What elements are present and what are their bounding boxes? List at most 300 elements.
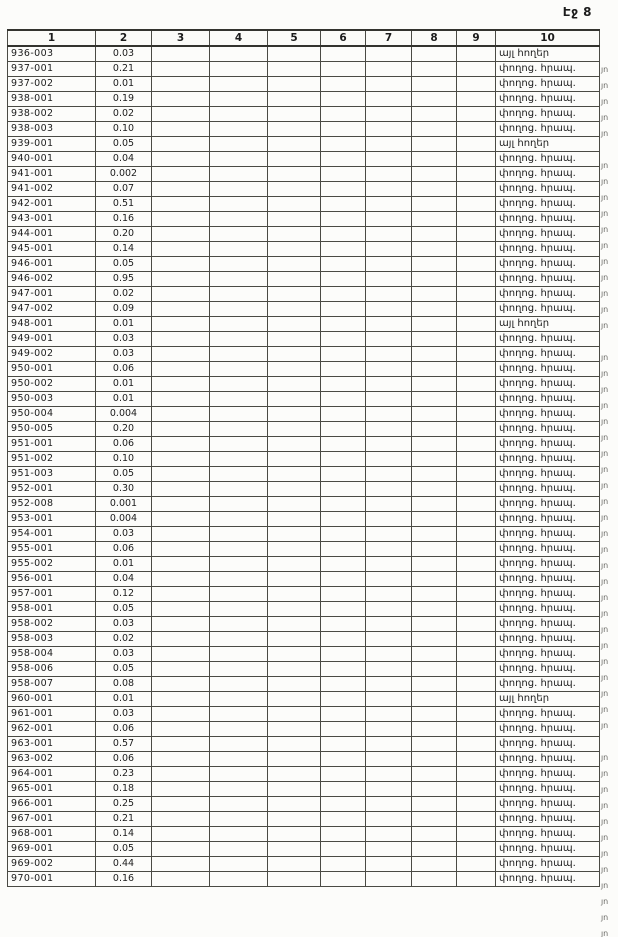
- table-row: [8, 497, 600, 512]
- empty-cell: [412, 752, 457, 767]
- land-type-cell: փողոց. հրապ.: [496, 782, 600, 797]
- parcel-code-cell: 970-001: [8, 872, 96, 887]
- parcel-code-cell: 948-001: [8, 317, 96, 332]
- empty-cell: [210, 122, 268, 137]
- table-row: [8, 452, 600, 467]
- table-row: [8, 857, 600, 872]
- table-row: [8, 527, 600, 542]
- land-type-cell: փողոց. հրապ.: [496, 242, 600, 257]
- empty-cell: [321, 317, 366, 332]
- empty-cell: [457, 722, 496, 737]
- empty-cell: [457, 542, 496, 557]
- empty-cell: [210, 482, 268, 497]
- empty-cell: [366, 137, 412, 152]
- empty-cell: [457, 197, 496, 212]
- empty-cell: [321, 497, 366, 512]
- empty-cell: [412, 272, 457, 287]
- land-type-cell: փողոց. հրապ.: [496, 527, 600, 542]
- parcel-code-cell: 962-001: [8, 722, 96, 737]
- empty-cell: [457, 77, 496, 92]
- empty-cell: [321, 662, 366, 677]
- empty-cell: [268, 527, 321, 542]
- area-value-cell: 0.01: [96, 377, 152, 392]
- area-value-cell: 0.14: [96, 242, 152, 257]
- empty-cell: [268, 497, 321, 512]
- empty-cell: [321, 722, 366, 737]
- empty-cell: [268, 677, 321, 692]
- edge-mark: յո: [601, 801, 609, 810]
- parcel-code-cell: 947-002: [8, 302, 96, 317]
- empty-cell: [457, 46, 496, 62]
- land-type-cell: փողոց. հրապ.: [496, 452, 600, 467]
- empty-cell: [152, 707, 210, 722]
- empty-cell: [457, 647, 496, 662]
- empty-cell: [268, 857, 321, 872]
- parcel-code-cell: 958-006: [8, 662, 96, 677]
- area-value-cell: 0.20: [96, 227, 152, 242]
- edge-mark: յո: [601, 625, 609, 634]
- empty-cell: [412, 797, 457, 812]
- empty-cell: [210, 152, 268, 167]
- parcel-code-cell: 963-001: [8, 737, 96, 752]
- area-value-cell: 0.20: [96, 422, 152, 437]
- empty-cell: [412, 647, 457, 662]
- area-value-cell: 0.03: [96, 617, 152, 632]
- area-value-cell: 0.01: [96, 77, 152, 92]
- empty-cell: [321, 482, 366, 497]
- table-row: [8, 827, 600, 842]
- empty-cell: [210, 257, 268, 272]
- empty-cell: [268, 452, 321, 467]
- area-value-cell: 0.21: [96, 812, 152, 827]
- land-type-cell: փողոց. հրապ.: [496, 842, 600, 857]
- empty-cell: [321, 677, 366, 692]
- empty-cell: [412, 872, 457, 887]
- empty-cell: [268, 707, 321, 722]
- empty-cell: [321, 332, 366, 347]
- empty-cell: [210, 362, 268, 377]
- land-type-cell: փողոց. հրապ.: [496, 767, 600, 782]
- empty-cell: [457, 377, 496, 392]
- table-row: [8, 227, 600, 242]
- table-body: [8, 46, 600, 887]
- edge-mark: յո: [601, 913, 609, 922]
- land-type-cell: փողոց. հրապ.: [496, 422, 600, 437]
- empty-cell: [321, 617, 366, 632]
- table-row: [8, 302, 600, 317]
- table-row: [8, 647, 600, 662]
- table-row: [8, 542, 600, 557]
- page-number-label: Էջ 8: [562, 5, 592, 19]
- parcel-code-cell: 946-002: [8, 272, 96, 287]
- empty-cell: [366, 752, 412, 767]
- empty-cell: [152, 527, 210, 542]
- empty-cell: [366, 212, 412, 227]
- empty-cell: [366, 662, 412, 677]
- empty-cell: [152, 842, 210, 857]
- empty-cell: [366, 707, 412, 722]
- empty-cell: [321, 737, 366, 752]
- empty-cell: [210, 62, 268, 77]
- empty-cell: [457, 797, 496, 812]
- empty-cell: [152, 227, 210, 242]
- empty-cell: [321, 272, 366, 287]
- empty-cell: [412, 46, 457, 62]
- empty-cell: [321, 692, 366, 707]
- land-type-cell: փողոց. հրապ.: [496, 827, 600, 842]
- table-row: [8, 467, 600, 482]
- empty-cell: [268, 212, 321, 227]
- empty-cell: [321, 92, 366, 107]
- empty-cell: [457, 422, 496, 437]
- empty-cell: [366, 242, 412, 257]
- empty-cell: [152, 92, 210, 107]
- empty-cell: [457, 347, 496, 362]
- empty-cell: [152, 137, 210, 152]
- land-type-cell: փողոց. հրապ.: [496, 497, 600, 512]
- empty-cell: [321, 452, 366, 467]
- parcel-code-cell: 951-002: [8, 452, 96, 467]
- land-type-cell: փողոց. հրապ.: [496, 272, 600, 287]
- empty-cell: [321, 46, 366, 62]
- parcel-code-cell: 951-001: [8, 437, 96, 452]
- land-type-cell: փողոց. հրապ.: [496, 182, 600, 197]
- land-type-cell: փողոց. հրապ.: [496, 707, 600, 722]
- empty-cell: [210, 437, 268, 452]
- parcel-code-cell: 961-001: [8, 707, 96, 722]
- edge-mark: յո: [601, 225, 609, 234]
- parcel-code-cell: 950-005: [8, 422, 96, 437]
- empty-cell: [210, 512, 268, 527]
- empty-cell: [366, 497, 412, 512]
- parcel-code-cell: 960-001: [8, 692, 96, 707]
- empty-cell: [321, 182, 366, 197]
- empty-cell: [268, 227, 321, 242]
- empty-cell: [321, 407, 366, 422]
- empty-cell: [321, 782, 366, 797]
- table-row: [8, 272, 600, 287]
- parcel-code-cell: 958-003: [8, 632, 96, 647]
- empty-cell: [366, 467, 412, 482]
- table-row: [8, 182, 600, 197]
- parcel-code-cell: 952-001: [8, 482, 96, 497]
- table-row: [8, 872, 600, 887]
- parcel-code-cell: 952-008: [8, 497, 96, 512]
- empty-cell: [210, 692, 268, 707]
- empty-cell: [412, 827, 457, 842]
- empty-cell: [321, 227, 366, 242]
- empty-cell: [366, 407, 412, 422]
- area-value-cell: 0.06: [96, 362, 152, 377]
- empty-cell: [366, 872, 412, 887]
- table-row: [8, 767, 600, 782]
- area-value-cell: 0.06: [96, 542, 152, 557]
- empty-cell: [321, 137, 366, 152]
- empty-cell: [321, 197, 366, 212]
- parcel-code-cell: 969-002: [8, 857, 96, 872]
- empty-cell: [268, 242, 321, 257]
- empty-cell: [152, 497, 210, 512]
- land-type-cell: փողոց. հրապ.: [496, 467, 600, 482]
- empty-cell: [412, 692, 457, 707]
- edge-mark: յո: [601, 497, 609, 506]
- empty-cell: [210, 677, 268, 692]
- empty-cell: [321, 62, 366, 77]
- empty-cell: [210, 46, 268, 62]
- empty-cell: [210, 827, 268, 842]
- empty-cell: [366, 842, 412, 857]
- area-value-cell: 0.08: [96, 677, 152, 692]
- empty-cell: [457, 317, 496, 332]
- empty-cell: [457, 752, 496, 767]
- empty-cell: [210, 557, 268, 572]
- land-type-cell: փողոց. հրապ.: [496, 407, 600, 422]
- empty-cell: [268, 467, 321, 482]
- empty-cell: [152, 452, 210, 467]
- land-type-cell: փողոց. հրապ.: [496, 587, 600, 602]
- land-type-cell: փողոց. հրապ.: [496, 92, 600, 107]
- empty-cell: [268, 482, 321, 497]
- empty-cell: [366, 392, 412, 407]
- edge-mark: յո: [601, 465, 609, 474]
- empty-cell: [152, 332, 210, 347]
- table-row: [8, 407, 600, 422]
- empty-cell: [210, 767, 268, 782]
- edge-mark: յո: [601, 577, 609, 586]
- empty-cell: [366, 287, 412, 302]
- empty-cell: [321, 752, 366, 767]
- land-type-cell: փողոց. հրապ.: [496, 542, 600, 557]
- empty-cell: [210, 647, 268, 662]
- empty-cell: [268, 62, 321, 77]
- empty-cell: [268, 647, 321, 662]
- area-value-cell: 0.01: [96, 317, 152, 332]
- empty-cell: [152, 632, 210, 647]
- empty-cell: [321, 467, 366, 482]
- empty-cell: [321, 302, 366, 317]
- empty-cell: [412, 767, 457, 782]
- empty-cell: [412, 317, 457, 332]
- empty-cell: [457, 827, 496, 842]
- empty-cell: [210, 797, 268, 812]
- empty-cell: [412, 257, 457, 272]
- empty-cell: [152, 422, 210, 437]
- edge-mark: յո: [601, 705, 609, 714]
- empty-cell: [152, 347, 210, 362]
- table-row: [8, 242, 600, 257]
- empty-cell: [412, 542, 457, 557]
- empty-cell: [457, 617, 496, 632]
- empty-cell: [457, 677, 496, 692]
- empty-cell: [210, 452, 268, 467]
- empty-cell: [366, 782, 412, 797]
- parcel-code-cell: 954-001: [8, 527, 96, 542]
- parcel-code-cell: 938-001: [8, 92, 96, 107]
- empty-cell: [152, 46, 210, 62]
- empty-cell: [152, 662, 210, 677]
- empty-cell: [412, 662, 457, 677]
- empty-cell: [366, 557, 412, 572]
- empty-cell: [210, 752, 268, 767]
- empty-cell: [457, 512, 496, 527]
- parcel-code-cell: 943-001: [8, 212, 96, 227]
- area-value-cell: 0.03: [96, 527, 152, 542]
- empty-cell: [321, 767, 366, 782]
- empty-cell: [268, 722, 321, 737]
- land-type-cell: փողոց. հրապ.: [496, 812, 600, 827]
- empty-cell: [412, 482, 457, 497]
- parcel-code-cell: 938-003: [8, 122, 96, 137]
- area-value-cell: 0.01: [96, 392, 152, 407]
- empty-cell: [152, 287, 210, 302]
- empty-cell: [152, 647, 210, 662]
- land-type-cell: փողոց. հրապ.: [496, 557, 600, 572]
- edge-mark: յո: [601, 833, 609, 842]
- empty-cell: [210, 272, 268, 287]
- empty-cell: [152, 752, 210, 767]
- empty-cell: [210, 587, 268, 602]
- empty-cell: [210, 227, 268, 242]
- empty-cell: [412, 497, 457, 512]
- empty-cell: [366, 482, 412, 497]
- empty-cell: [412, 617, 457, 632]
- empty-cell: [268, 182, 321, 197]
- empty-cell: [152, 407, 210, 422]
- empty-cell: [210, 107, 268, 122]
- empty-cell: [412, 422, 457, 437]
- parcel-code-cell: 956-001: [8, 572, 96, 587]
- land-type-cell: փողոց. հրապ.: [496, 632, 600, 647]
- area-value-cell: 0.09: [96, 302, 152, 317]
- column-header: 7: [366, 30, 412, 46]
- empty-cell: [321, 362, 366, 377]
- table-row: [8, 512, 600, 527]
- edge-mark: յո: [601, 449, 609, 458]
- empty-cell: [366, 257, 412, 272]
- area-value-cell: 0.05: [96, 602, 152, 617]
- empty-cell: [321, 107, 366, 122]
- empty-cell: [210, 812, 268, 827]
- area-value-cell: 0.12: [96, 587, 152, 602]
- empty-cell: [412, 707, 457, 722]
- empty-cell: [268, 767, 321, 782]
- empty-cell: [210, 197, 268, 212]
- table-row: [8, 107, 600, 122]
- table-row: [8, 722, 600, 737]
- empty-cell: [321, 242, 366, 257]
- empty-cell: [366, 587, 412, 602]
- empty-cell: [366, 197, 412, 212]
- empty-cell: [366, 152, 412, 167]
- empty-cell: [152, 812, 210, 827]
- area-value-cell: 0.06: [96, 752, 152, 767]
- empty-cell: [457, 737, 496, 752]
- empty-cell: [152, 782, 210, 797]
- empty-cell: [321, 572, 366, 587]
- empty-cell: [412, 332, 457, 347]
- empty-cell: [321, 287, 366, 302]
- parcel-code-cell: 950-004: [8, 407, 96, 422]
- empty-cell: [210, 632, 268, 647]
- empty-cell: [457, 767, 496, 782]
- edge-mark: յո: [601, 817, 609, 826]
- land-type-cell: փողոց. հրապ.: [496, 347, 600, 362]
- edge-mark: յո: [601, 177, 609, 186]
- empty-cell: [457, 362, 496, 377]
- parcel-code-cell: 944-001: [8, 227, 96, 242]
- empty-cell: [412, 377, 457, 392]
- empty-cell: [321, 812, 366, 827]
- edge-mark: յո: [601, 209, 609, 218]
- empty-cell: [321, 392, 366, 407]
- empty-cell: [321, 422, 366, 437]
- empty-cell: [268, 587, 321, 602]
- empty-cell: [412, 182, 457, 197]
- empty-cell: [268, 692, 321, 707]
- empty-cell: [457, 452, 496, 467]
- table-row: [8, 422, 600, 437]
- land-type-cell: փողոց. հրապ.: [496, 737, 600, 752]
- table-row: [8, 377, 600, 392]
- parcel-code-cell: 967-001: [8, 812, 96, 827]
- empty-cell: [412, 722, 457, 737]
- parcel-code-cell: 947-001: [8, 287, 96, 302]
- empty-cell: [152, 767, 210, 782]
- empty-cell: [321, 212, 366, 227]
- empty-cell: [412, 62, 457, 77]
- empty-cell: [268, 662, 321, 677]
- empty-cell: [152, 692, 210, 707]
- empty-cell: [268, 812, 321, 827]
- empty-cell: [152, 512, 210, 527]
- empty-cell: [321, 542, 366, 557]
- empty-cell: [366, 827, 412, 842]
- empty-cell: [321, 557, 366, 572]
- empty-cell: [268, 782, 321, 797]
- land-type-cell: այլ հողեր: [496, 692, 600, 707]
- empty-cell: [152, 392, 210, 407]
- empty-cell: [457, 182, 496, 197]
- parcel-code-cell: 949-002: [8, 347, 96, 362]
- land-type-cell: փողոց. հրապ.: [496, 677, 600, 692]
- empty-cell: [268, 752, 321, 767]
- empty-cell: [268, 392, 321, 407]
- land-type-cell: փողոց. հրապ.: [496, 482, 600, 497]
- area-value-cell: 0.05: [96, 137, 152, 152]
- edge-mark: յո: [601, 401, 609, 410]
- empty-cell: [321, 857, 366, 872]
- land-type-cell: այլ հողեր: [496, 137, 600, 152]
- empty-cell: [268, 287, 321, 302]
- edge-mark: յո: [601, 897, 609, 906]
- table-row: [8, 752, 600, 767]
- empty-cell: [457, 152, 496, 167]
- area-value-cell: 0.01: [96, 557, 152, 572]
- edge-mark: յո: [601, 881, 609, 890]
- land-type-cell: փողոց. հրապ.: [496, 152, 600, 167]
- empty-cell: [268, 737, 321, 752]
- empty-cell: [321, 842, 366, 857]
- edge-mark: [601, 734, 617, 750]
- table-row: [8, 737, 600, 752]
- empty-cell: [412, 782, 457, 797]
- empty-cell: [457, 872, 496, 887]
- empty-cell: [268, 422, 321, 437]
- empty-cell: [210, 392, 268, 407]
- empty-cell: [366, 602, 412, 617]
- empty-cell: [457, 467, 496, 482]
- empty-cell: [210, 737, 268, 752]
